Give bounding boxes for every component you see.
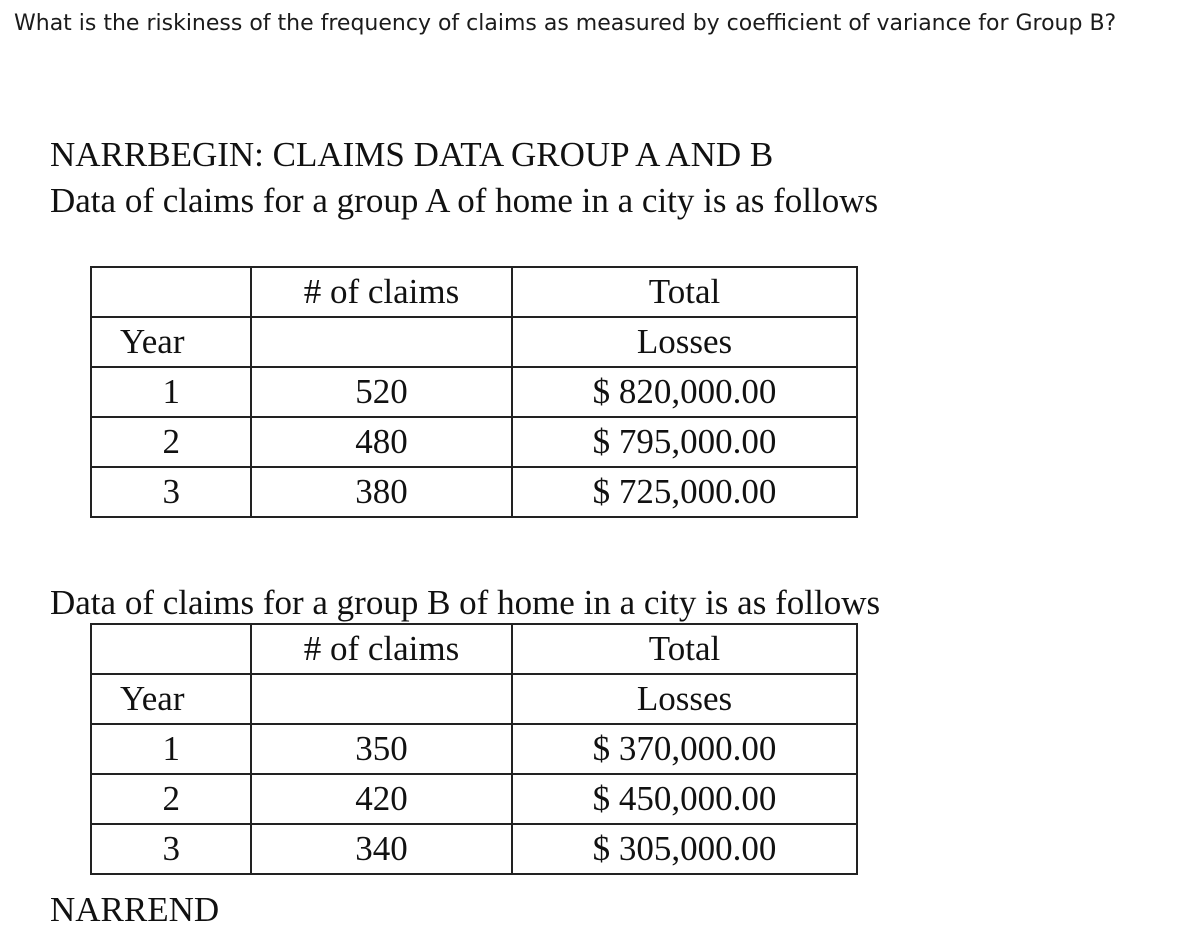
table-header-row bbox=[91, 674, 857, 724]
claims-count-cell: 380 bbox=[251, 467, 512, 517]
total-losses-cell: $ 795,000.00 bbox=[512, 417, 857, 467]
question-text: What is the riskiness of the frequency of claims as measured by coefficient of variance for Group B? bbox=[14, 11, 1117, 36]
total-losses-cell: $ 450,000.00 bbox=[512, 774, 857, 824]
total-losses-header: Losses bbox=[512, 674, 857, 724]
claims-count-cell: 340 bbox=[251, 824, 512, 874]
year-cell: 3 bbox=[91, 824, 251, 874]
claims-count-cell: 350 bbox=[251, 724, 512, 774]
claims-count-header: # of claims bbox=[251, 624, 512, 674]
year-header: Year bbox=[91, 317, 251, 367]
table-row bbox=[91, 367, 857, 417]
claims-count-cell: 520 bbox=[251, 367, 512, 417]
group-a-intro: Data of claims for a group A of home in a city is as follows bbox=[50, 181, 879, 220]
table-header-cell bbox=[91, 267, 251, 317]
table-header-cell bbox=[251, 317, 512, 367]
narrative-end: NARREND bbox=[50, 890, 220, 929]
table-header-cell bbox=[91, 624, 251, 674]
claims-count-cell: 420 bbox=[251, 774, 512, 824]
year-cell: 1 bbox=[91, 367, 251, 417]
total-losses-cell: $ 305,000.00 bbox=[512, 824, 857, 874]
table-row bbox=[91, 417, 857, 467]
total-losses-cell: $ 820,000.00 bbox=[512, 367, 857, 417]
total-losses-header: Total bbox=[512, 624, 857, 674]
table-row bbox=[91, 724, 857, 774]
total-losses-header: Losses bbox=[512, 317, 857, 367]
table-row bbox=[91, 467, 857, 517]
claims-count-header: # of claims bbox=[251, 267, 512, 317]
narrative-begin: NARRBEGIN: CLAIMS DATA GROUP A AND B bbox=[50, 135, 774, 174]
total-losses-header: Total bbox=[512, 267, 857, 317]
year-header: Year bbox=[91, 674, 251, 724]
table-row bbox=[91, 824, 857, 874]
table-header-cell bbox=[251, 674, 512, 724]
group-a-claims-table bbox=[90, 266, 858, 518]
table-header-row bbox=[91, 624, 857, 674]
group-b-intro: Data of claims for a group B of home in a city is as follows bbox=[50, 583, 881, 622]
claims-count-cell: 480 bbox=[251, 417, 512, 467]
table-row bbox=[91, 774, 857, 824]
table-header-row bbox=[91, 317, 857, 367]
year-cell: 1 bbox=[91, 724, 251, 774]
year-cell: 2 bbox=[91, 417, 251, 467]
total-losses-cell: $ 370,000.00 bbox=[512, 724, 857, 774]
year-cell: 2 bbox=[91, 774, 251, 824]
group-b-claims-table bbox=[90, 623, 858, 875]
year-cell: 3 bbox=[91, 467, 251, 517]
total-losses-cell: $ 725,000.00 bbox=[512, 467, 857, 517]
table-header-row bbox=[91, 267, 857, 317]
